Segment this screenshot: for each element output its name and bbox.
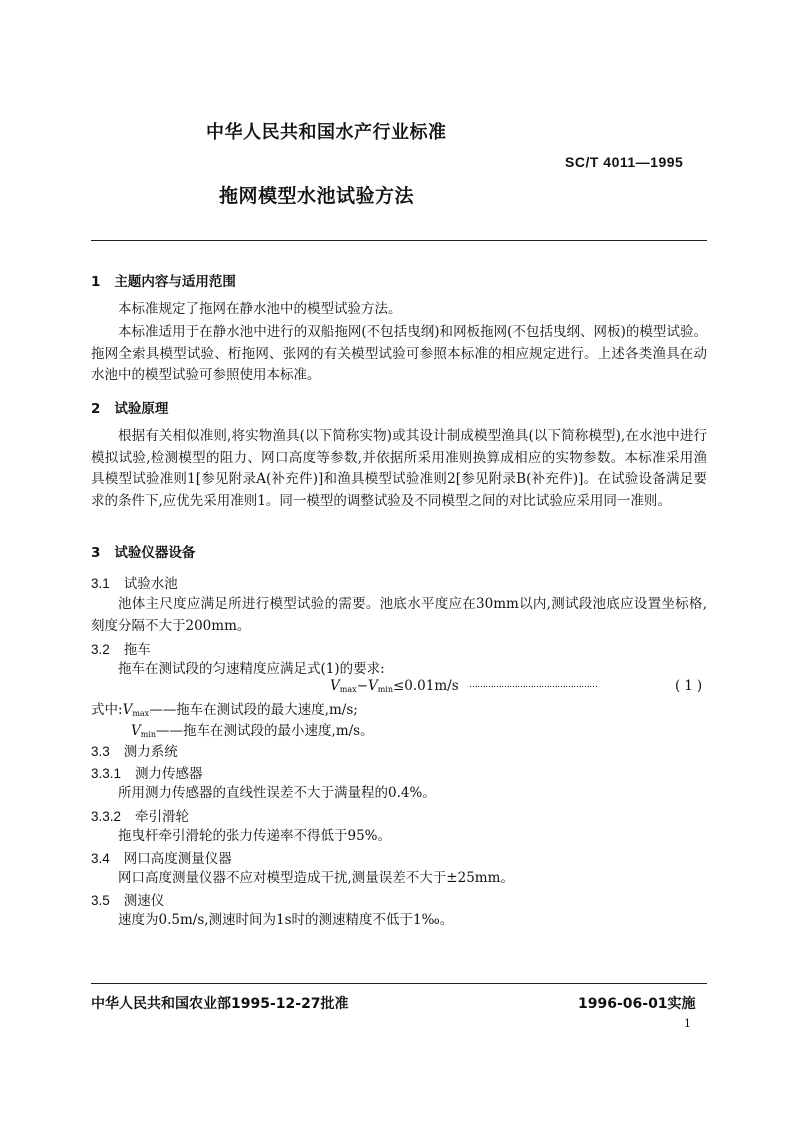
where-label: 式中: (91, 702, 123, 718)
subsection-3-3-2-text: 拖曳杆牵引滑轮的张力传递率不得低于95%。 (118, 828, 392, 844)
section-title: 试验原理 (114, 401, 169, 417)
subsection-3-3-2-heading (91, 805, 189, 825)
subsection-3-5-text: 速度为0.5m/s,测速时间为1s时的测速精度不低于1‰。 (118, 912, 454, 928)
subsection-3-5-heading (91, 889, 164, 909)
subsection-number: 3.5 (91, 893, 110, 908)
subsection-number: 3.3.2 (91, 809, 122, 824)
subsection-title: 拖车 (123, 642, 151, 658)
subsection-title: 牵引滑轮 (135, 809, 190, 825)
velocity-symbol: V (330, 678, 340, 694)
min-subscript: min (377, 685, 393, 694)
subsection-number: 3.4 (91, 851, 110, 866)
subsection-title: 网口高度测量仪器 (123, 851, 232, 867)
max-subscript: max (339, 685, 357, 694)
formula-definition-1 (91, 698, 358, 718)
subsection-3-3-1-heading (91, 762, 203, 782)
section-number: 3 (91, 545, 101, 561)
section-title: 试验仪器设备 (114, 545, 196, 561)
subsection-3-4-heading (91, 847, 232, 867)
velocity-symbol: V (367, 678, 378, 694)
header-rule (91, 240, 707, 241)
footer-rule (91, 983, 707, 984)
section-2-heading (91, 397, 168, 417)
subsection-3-4-text: 网口高度测量仪器不应对模型造成干扰,测量误差不大于±25mm。 (118, 870, 514, 886)
subsection-3-1-text: 池体主尺度应满足所进行模型试验的需要。池底水平度应在30mm以内,测试段池底应设置坐标格,刻度分隔不大于200mm。 (91, 596, 707, 634)
section-1-paragraph-2: 本标准适用于在静水池中进行的双船拖网(不包括曳纲)和网板拖网(不包括曳纲、网板)的模型试验。拖网全索具模型试验、桁拖网、张网的有关模型试验可参照本标准的相应规定进行。上述各类渔具在动水池中的模型试验可参照使用本标准。 (91, 324, 707, 384)
page-number: 1 (684, 1017, 691, 1030)
subsection-3-2-heading (91, 638, 151, 658)
section-1-paragraph-1: 本标准规定了拖网在静水池中的模型试验方法。 (118, 301, 402, 317)
org-title: 中华人民共和国水产行业标准 (206, 122, 447, 143)
formula-1 (330, 678, 459, 694)
document-title: 拖网模型水池试验方法 (219, 185, 415, 207)
section-3-heading (91, 541, 195, 561)
min-subscript: min (140, 730, 157, 739)
section-number: 2 (91, 401, 101, 417)
definition-text: ——拖车在测试段的最大速度,m/s; (149, 702, 358, 718)
subsection-3-3-1-text: 所用测力传感器的直线性误差不大于满量程的0.4%。 (118, 785, 436, 801)
max-subscript: max (132, 709, 150, 718)
subsection-title: 测力传感器 (135, 766, 203, 782)
section-title: 主题内容与适用范围 (114, 274, 236, 290)
subsection-3-3-heading (91, 740, 178, 760)
subsection-title: 试验水池 (123, 576, 178, 592)
subsection-number: 3.3 (91, 744, 110, 759)
formula-leader-dots: ………………………………………… (469, 680, 597, 690)
subsection-number: 3.2 (91, 642, 110, 657)
formula-number: (1) (675, 678, 707, 694)
velocity-symbol: V (131, 723, 141, 739)
subsection-number: 3.1 (91, 576, 110, 591)
subsection-3-2-text: 拖车在测试段的匀速精度应满足式(1)的要求: (118, 661, 385, 677)
effective-date: 1996-06-01实施 (578, 996, 696, 1012)
minus-sign: − (356, 678, 368, 694)
subsection-number: 3.3.1 (91, 766, 122, 781)
section-1-heading (91, 270, 236, 290)
section-2-paragraph: 根据有关相似准则,将实物渔具(以下简称实物)或其设计制成模型渔具(以下简称模型),在水池中进行模拟试验,检测模型的阻力、网口高度等参数,并依据所采用准则换算成相应的实物参数。本标准采用渔具模型试验准则1[参见附录A(补充件)]和渔具模型试验准则2[参见附录B(补充件)]。在试验设备满足要求的条件下,应优先采用准则1。同一模型的调整试验及不同模型之间的对比试验应采用同一准则。 (91, 428, 707, 509)
subsection-title: 测速仪 (123, 893, 165, 909)
formula-definition-2 (131, 719, 374, 739)
subsection-title: 测力系统 (123, 744, 178, 760)
definition-text: ——拖车在测试段的最小速度,m/s。 (156, 723, 374, 739)
velocity-symbol: V (122, 702, 133, 718)
subsection-3-1-heading (91, 572, 178, 592)
formula-rhs: ≤0.01m/s (392, 678, 459, 694)
section-number: 1 (91, 274, 101, 290)
approval-statement: 中华人民共和国农业部1995-12-27批准 (91, 996, 349, 1012)
standard-code: SC/T 4011—1995 (565, 154, 684, 170)
